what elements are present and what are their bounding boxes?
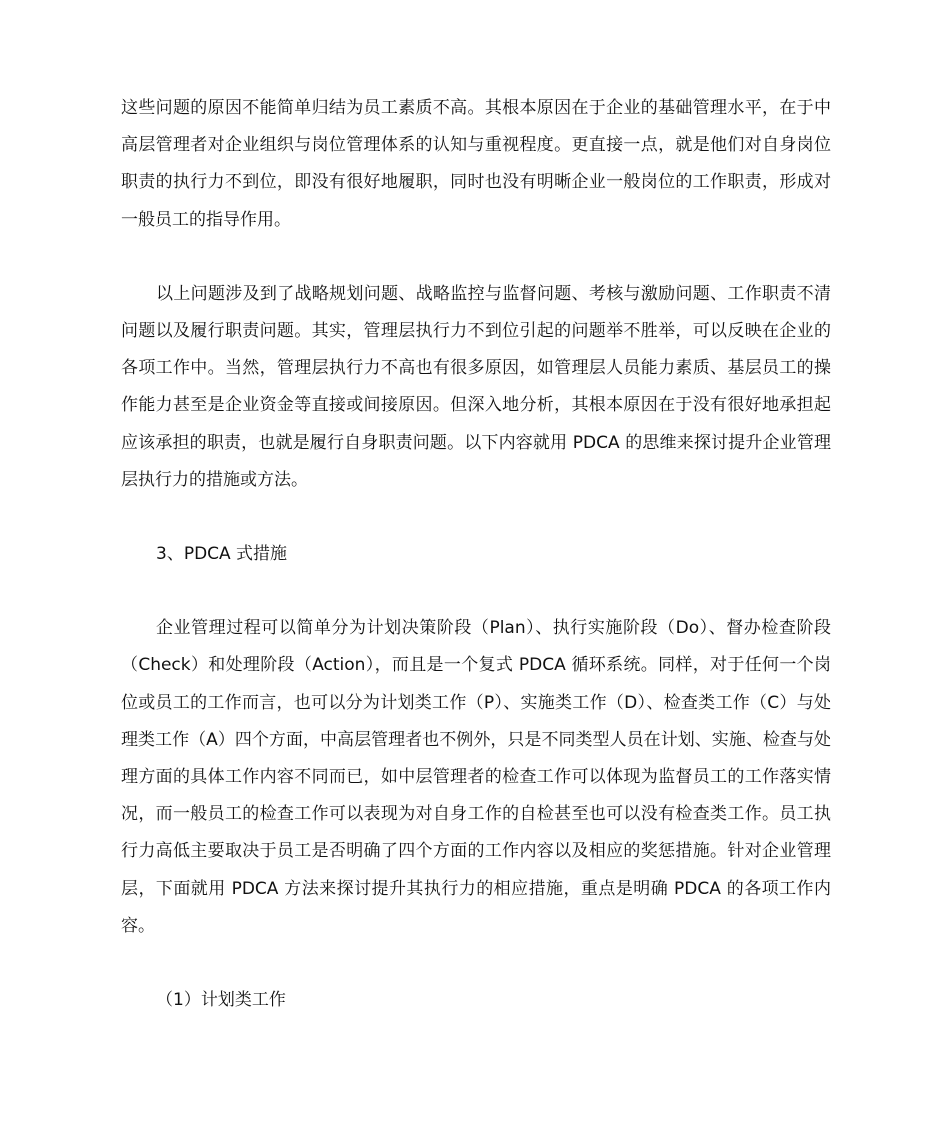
paragraph-problem-summary: 以上问题涉及到了战略规划问题、战略监控与监督问题、考核与激励问题、工作职责不清问题以及履行职责问题。其实，管理层执行力不到位引起的问题举不胜举，可以反映在企业的各项工作中。当然，管理层执行力不高也有很多原因，如管理层人员能力素质、基层员工的操作能力甚至是企业资金等直接或间接原因。但深入地分析，其根本原因在于没有很好地承担起应该承担的职责，也就是履行自身职责问题。以下内容就用 PDCA 的思维来探讨提升企业管理层执行力的措施或方法。 bbox=[121, 283, 831, 490]
subsection-heading-planning-work: （1）计划类工作 bbox=[156, 990, 286, 1011]
document-body bbox=[121, 90, 831, 1019]
paragraph-root-cause: 这些问题的原因不能简单归结为员工素质不高。其根本原因在于企业的基础管理水平，在于中高层管理者对企业组织与岗位管理体系的认知与重视程度。更直接一点，就是他们对自身岗位职责的执行力不到位，即没有很好地履职，同时也没有明晰企业一般岗位的工作职责，形成对一般员工的指导作用。 bbox=[121, 98, 831, 230]
section-heading-pdca-measures: 3、PDCA 式措施 bbox=[156, 544, 288, 565]
paragraph-pdca-description: 企业管理过程可以简单分为计划决策阶段（Plan）、执行实施阶段（Do）、督办检查阶段（Check）和处理阶段（Action），而且是一个复式 PDCA 循环系统。同样，对于任何一个岗位或员工的工作而言，也可以分为计划类工作（P）、实施类工作（D）、检查类工作（C）与处理类工作（A）四个方面，中高层管理者也不例外，只是不同类型人员在计划、实施、检查与处理方面的具体工作内容不同而已，如中层管理者的检查工作可以体现为监督员工的工作落实情况，而一般员工的检查工作可以表现为对自身工作的自检甚至也可以没有检查类工作。员工执行力高低主要取决于员工是否明确了四个方面的工作内容以及相应的奖惩措施。针对企业管理层，下面就用 PDCA 方法来探讨提升其执行力的相应措施，重点是明确 PDCA 的各项工作内容。 bbox=[121, 618, 831, 936]
